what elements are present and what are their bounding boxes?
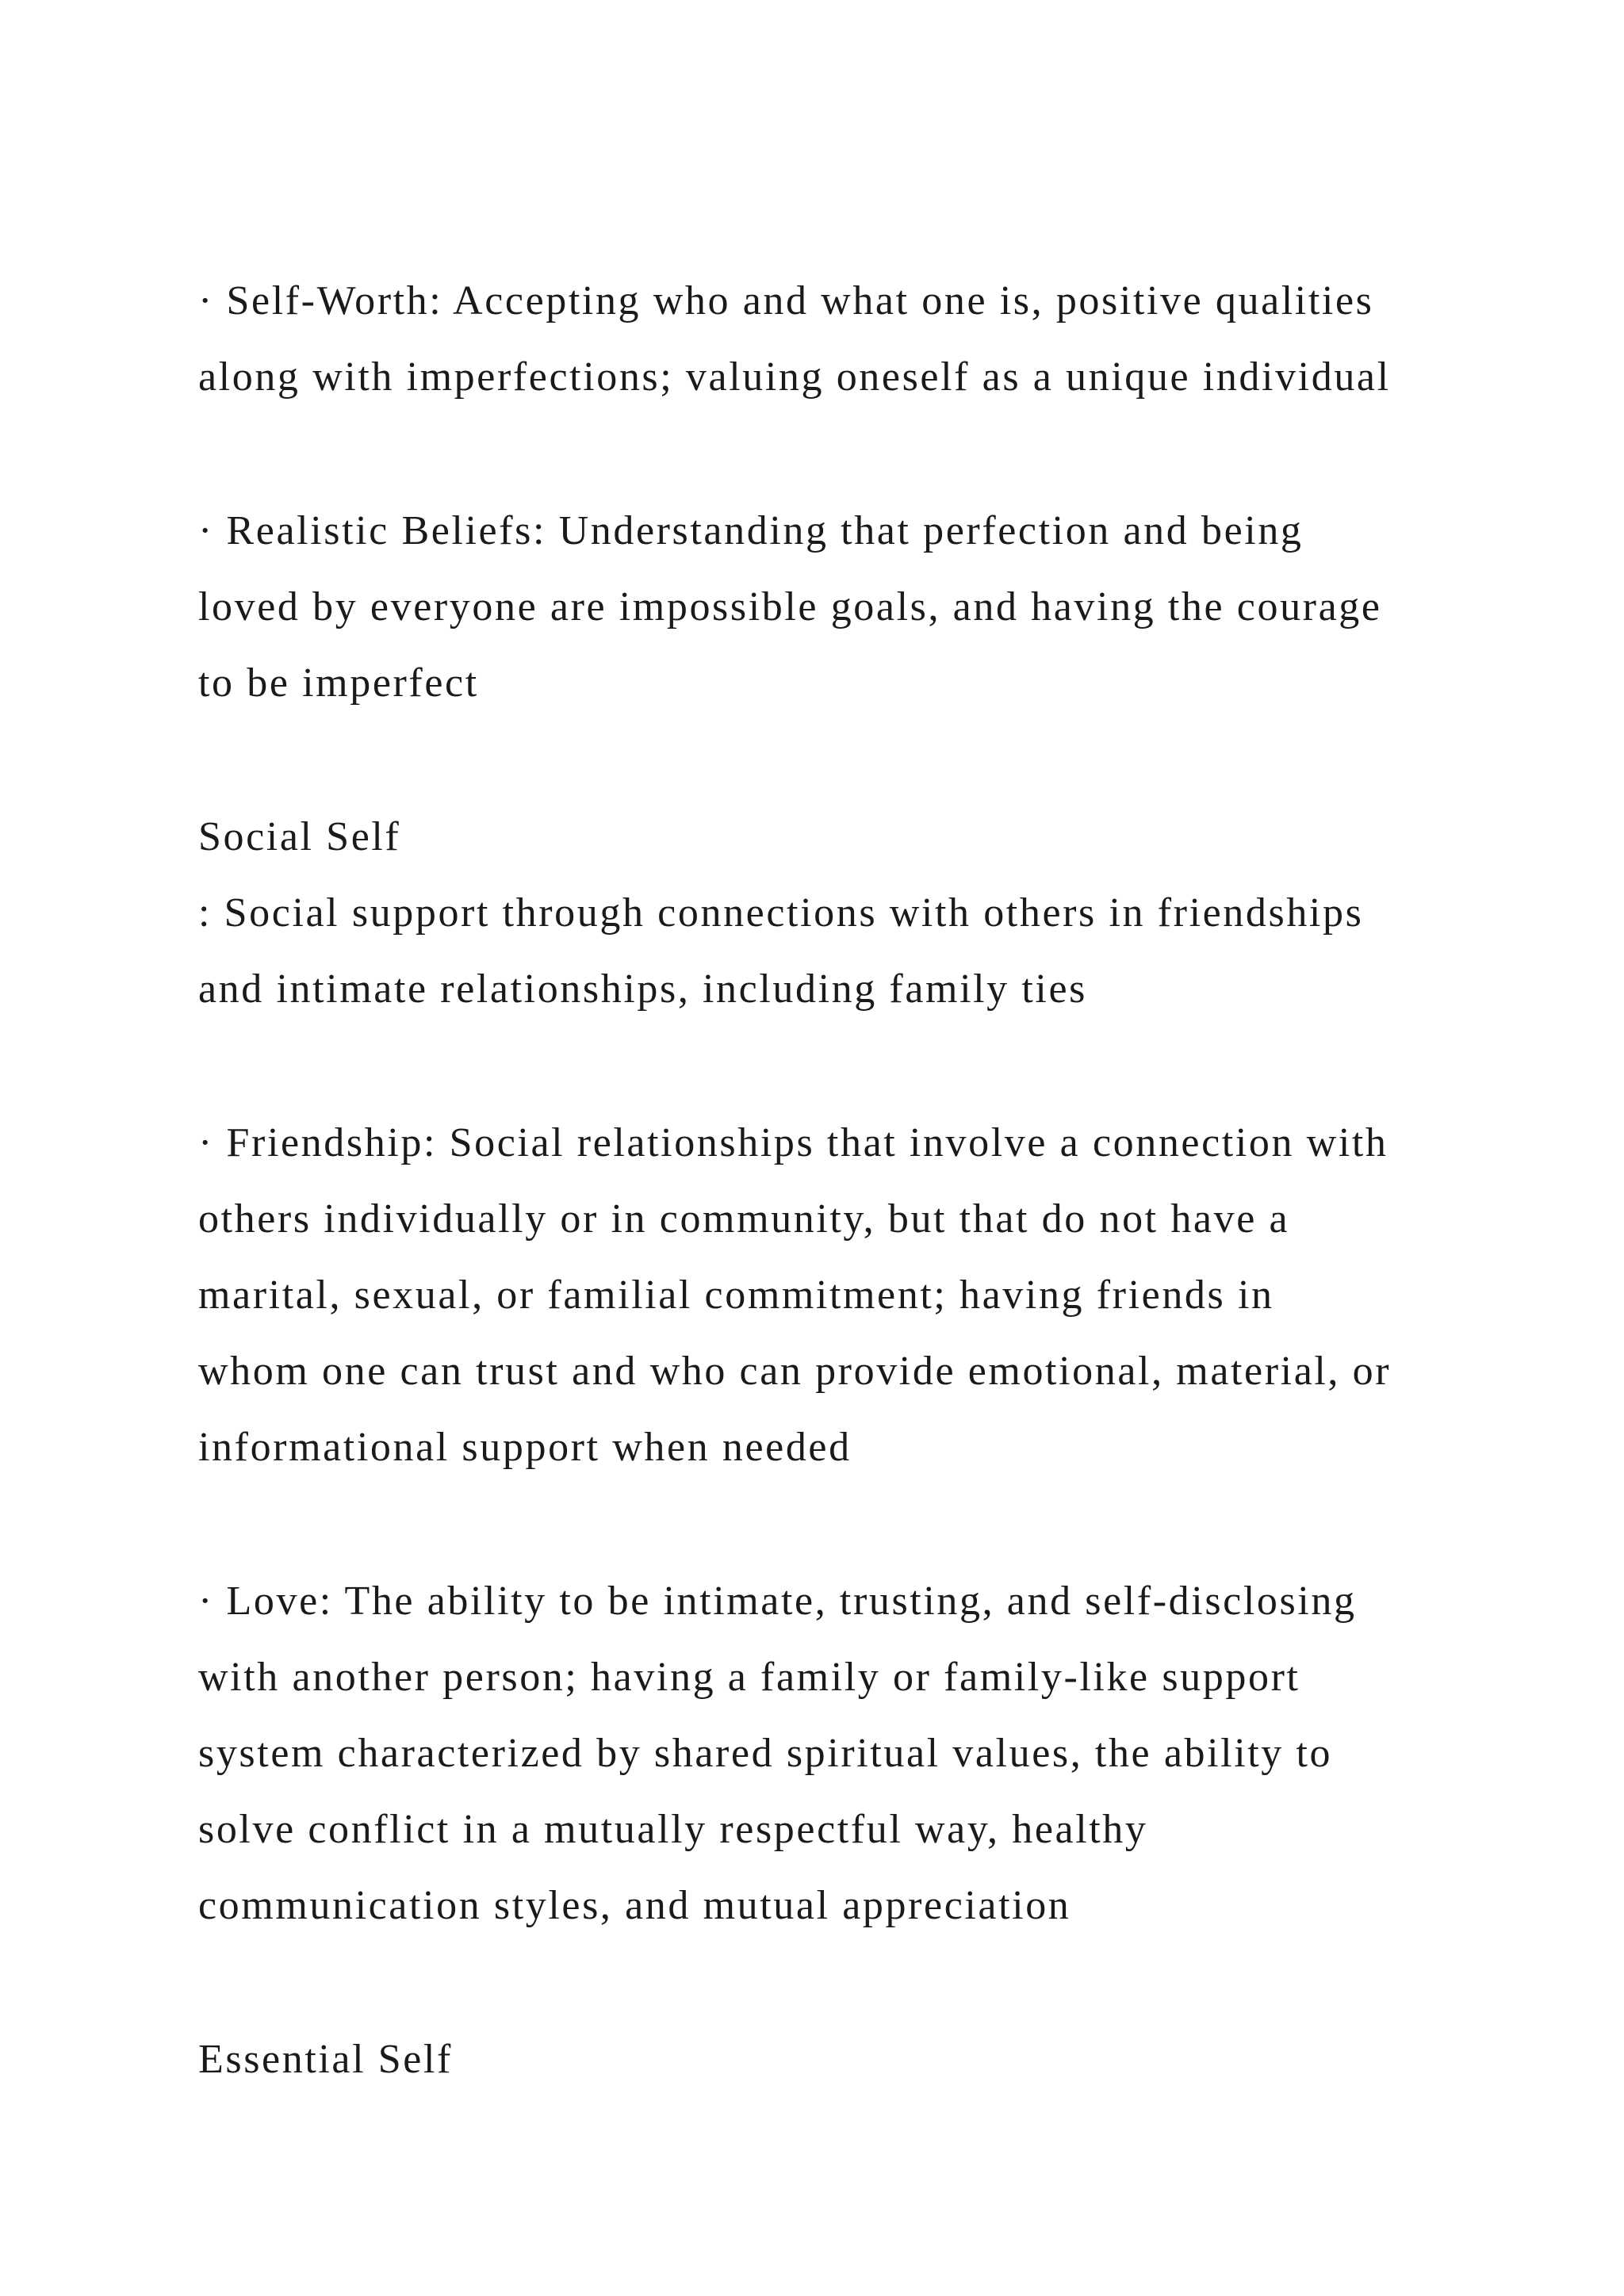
realistic-beliefs-line-2: loved by everyone are impossible goals, and having the courage: [198, 584, 1382, 629]
social-self-heading: Social Self: [198, 814, 401, 859]
realistic-beliefs-line-3: to be imperfect: [198, 660, 479, 706]
love-line-4: solve conflict in a mutually respectful way, healthy: [198, 1807, 1148, 1852]
self-worth-line-2: along with imperfections; valuing oneself as a unique individual: [198, 354, 1391, 400]
love-line-3: system characterized by shared spiritual values, the ability to: [198, 1731, 1333, 1776]
friendship-line-2: others individually or in community, but that do not have a: [198, 1196, 1290, 1242]
love-line-5: communication styles, and mutual appreciation: [198, 1883, 1071, 1928]
self-worth-line-1: · Self-Worth: Accepting who and what one is, positive qualities: [198, 278, 1374, 323]
realistic-beliefs-line-1: · Realistic Beliefs: Understanding that perfection and being: [198, 508, 1304, 553]
essential-self-heading: Essential Self: [198, 2037, 453, 2082]
social-self-line-2: and intimate relationships, including family ties: [198, 966, 1087, 1012]
friendship-line-5: informational support when needed: [198, 1425, 852, 1470]
friendship-line-3: marital, sexual, or familial commitment; having friends in: [198, 1272, 1274, 1318]
friendship-line-4: whom one can trust and who can provide emotional, material, or: [198, 1349, 1392, 1394]
love-line-2: with another person; having a family or family-like support: [198, 1655, 1300, 1700]
love-line-1: · Love: The ability to be intimate, trusting, and self-disclosing: [198, 1578, 1357, 1624]
social-self-line-1: : Social support through connections with others in friendships: [198, 890, 1364, 936]
friendship-line-1: · Friendship: Social relationships that involve a connection with: [198, 1120, 1388, 1165]
